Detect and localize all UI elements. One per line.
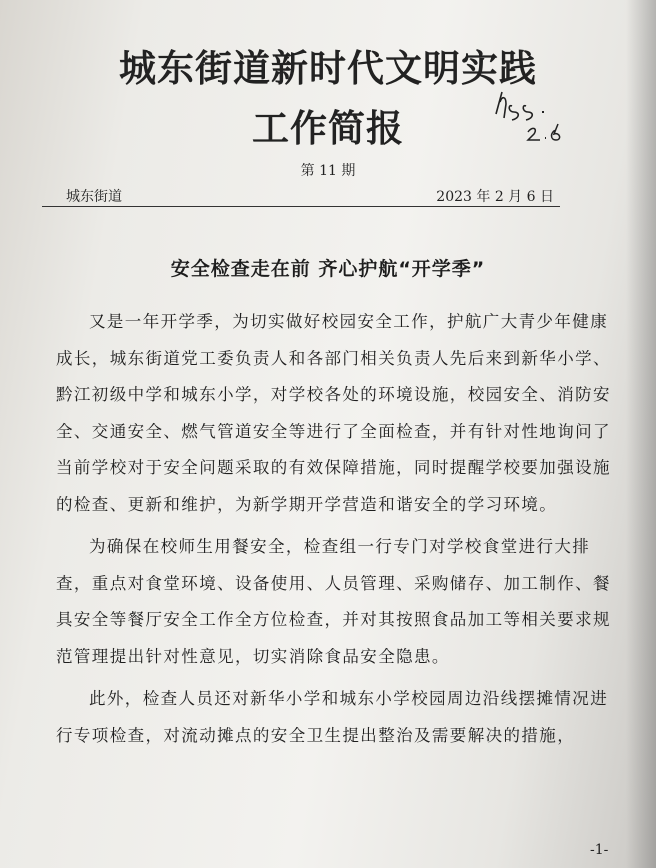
article-paragraph: 又是一年开学季，为切实做好校园安全工作，护航广大青少年健康成长，城东街道党工委负责人和各部门相关负责人先后来到新华小学、黔江初级中学和城东小学，对学校各处的环境设施，校园安全、消防安全、交通安全、燃气管道安全等进行了全面检查，并有针对性地询问了当前学校对于安全问题采取的有效保障措施，同时提醒学校要加强设施的检查、更新和维护，为新学期开学营造和谐安全的学习环境。 xyxy=(56,312,611,514)
article-body xyxy=(56,304,612,760)
dateline xyxy=(66,186,558,206)
bulletin-title-line2: 工作简报 xyxy=(252,107,404,150)
issue-number: 第 11 期 xyxy=(300,163,356,179)
handwritten-annotation xyxy=(490,84,580,146)
page-number: -1- xyxy=(590,842,609,858)
issue-date: 2023 年 2 月 6 日 xyxy=(436,189,554,205)
bulletin-title-line1: 城东街道新时代文明实践 xyxy=(119,47,537,90)
article-headline: 安全检查走在前 齐心护航“开学季” xyxy=(170,258,486,280)
article-paragraph: 为确保在校师生用餐安全，检查组一行专门对学校食堂进行大排查，重点对食堂环境、设备使用、人员管理、采购储存、加工制作、餐具安全等餐厅安全工作全方位检查，并对其按照食品加工等相关要求规范管理提出针对性意见，切实消除食品安全隐患。 xyxy=(56,537,611,666)
issuing-organization: 城东街道 xyxy=(66,189,122,205)
header-divider xyxy=(42,206,560,207)
article-paragraph: 此外，检查人员还对新华小学和城东小学校园周边沿线摆摊情况进行专项检查，对流动摊点的安全卫生提出整治及需要解决的措施， xyxy=(56,689,609,745)
